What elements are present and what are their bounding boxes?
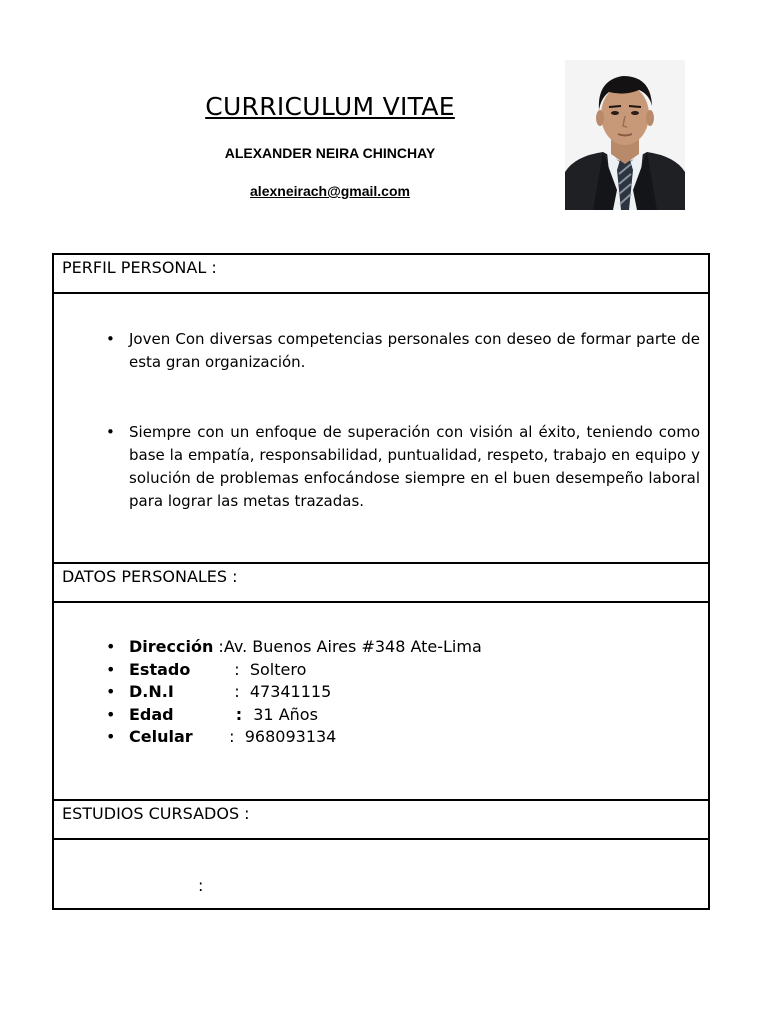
cv-header bbox=[0, 0, 768, 230]
status-separator: : bbox=[219, 659, 250, 679]
profile-photo bbox=[565, 60, 685, 210]
document-title: CURRICULUM VITAE bbox=[205, 92, 455, 121]
status-label: Estado bbox=[129, 659, 191, 679]
personal-data-section-body bbox=[53, 602, 709, 800]
profile-section-body bbox=[53, 293, 709, 563]
personal-data-item bbox=[129, 659, 700, 682]
profile-bullet: • Siempre con un enfoque de superación con visión al éxito, teniendo como base la empatía, responsabilidad, puntualidad, respeto, trabajo en equipo y solución de problemas enfocándose siempre en el buen desempeño laboral para lograr las metas trazadas. bbox=[129, 421, 700, 513]
dni-separator: : bbox=[219, 682, 250, 701]
address-label: Dirección bbox=[129, 637, 214, 656]
profile-bullet-list bbox=[54, 294, 708, 513]
profile-bullet: • Joven Con diversas competencias personales con deseo de formar parte de esta gran organización. bbox=[129, 328, 700, 374]
personal-data-item bbox=[129, 704, 700, 727]
personal-data-item bbox=[129, 726, 700, 749]
personal-data-item bbox=[129, 681, 700, 704]
personal-data-item bbox=[129, 636, 700, 659]
profile-section-heading bbox=[53, 254, 709, 293]
age-label: Edad bbox=[129, 704, 174, 724]
phone-value: 968093134 bbox=[244, 727, 337, 746]
studies-section-heading bbox=[53, 800, 709, 839]
phone-label: Celular bbox=[129, 727, 193, 746]
applicant-name: ALEXANDER NEIRA CHINCHAY bbox=[224, 145, 436, 161]
status-value: Soltero bbox=[249, 659, 307, 679]
address-separator: : bbox=[213, 637, 224, 656]
studies-section-body bbox=[53, 839, 709, 909]
age-value: 31 Años bbox=[253, 704, 318, 724]
dni-value: 47341115 bbox=[249, 682, 332, 701]
phone-separator: : bbox=[219, 727, 245, 746]
personal-data-list bbox=[54, 603, 708, 749]
profile-heading-text: PERFIL PERSONAL : bbox=[62, 258, 217, 277]
studies-colon: : bbox=[198, 876, 204, 895]
portrait-image bbox=[565, 60, 685, 210]
personal-data-section-heading bbox=[53, 563, 709, 602]
email-link[interactable]: alexneirach@gmail.com bbox=[250, 183, 410, 199]
age-separator: : bbox=[219, 704, 254, 724]
personal-data-heading-text: DATOS PERSONALES : bbox=[62, 567, 238, 586]
studies-heading-text: ESTUDIOS CURSADOS : bbox=[62, 804, 250, 823]
dni-label: D.N.I bbox=[129, 682, 174, 701]
address-value: Av. Buenos Aires #348 Ate-Lima bbox=[223, 637, 482, 656]
cv-table bbox=[52, 253, 710, 910]
